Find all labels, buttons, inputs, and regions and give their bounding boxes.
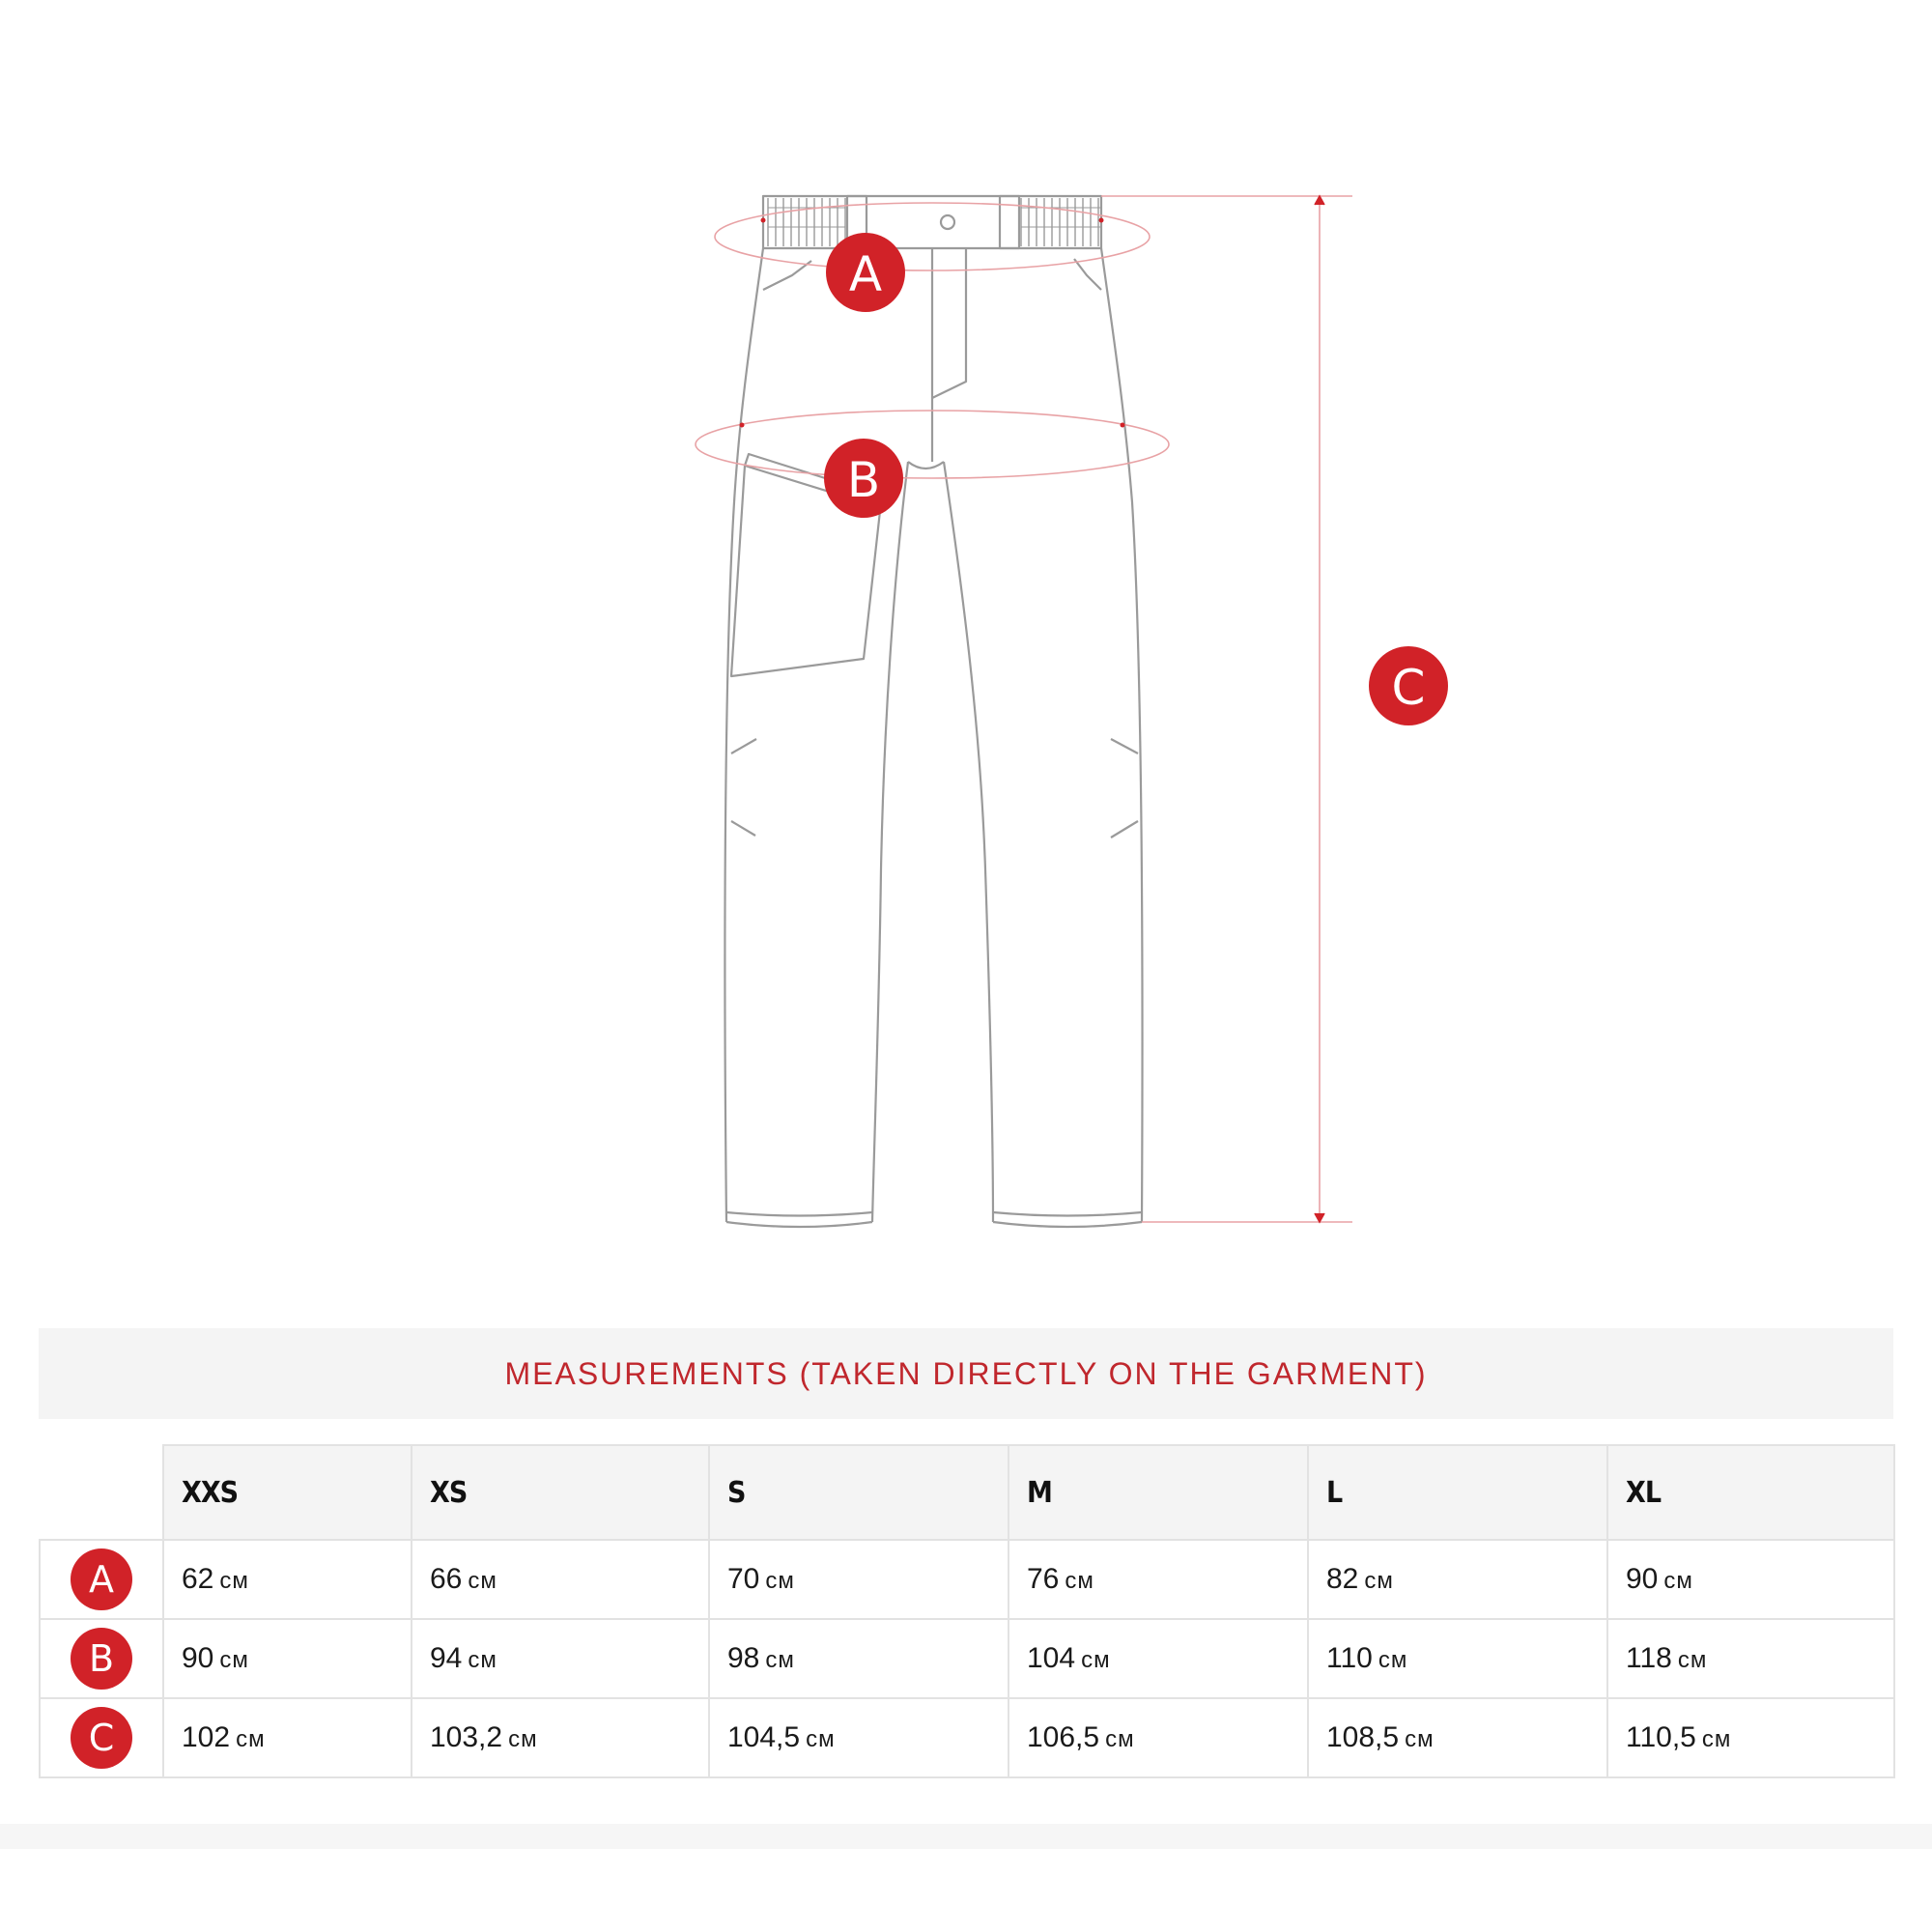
measurement-cell <box>163 1698 412 1777</box>
table-row <box>40 1619 1894 1698</box>
measurement-unit: см <box>765 1647 795 1673</box>
measurement-unit: см <box>468 1568 497 1594</box>
measurement-unit: см <box>1677 1647 1708 1673</box>
measurements-heading-text: MEASUREMENTS (TAKEN DIRECTLY ON THE GARMENT) <box>504 1355 1428 1391</box>
row-label-cell <box>40 1619 163 1698</box>
size-header-row <box>40 1445 1894 1540</box>
measurement-unit: см <box>508 1726 538 1752</box>
marker-c-letter: C <box>1391 660 1426 716</box>
measurement-unit: см <box>219 1568 249 1594</box>
measurement-unit: см <box>1378 1647 1408 1673</box>
measurement-cell <box>163 1540 412 1619</box>
measurement-value: 104 <box>1027 1642 1076 1674</box>
corner-cell <box>40 1445 163 1540</box>
measurement-cell <box>412 1698 709 1777</box>
measurement-value: 66 <box>430 1563 463 1595</box>
row-label-cell <box>40 1540 163 1619</box>
measurement-value: 94 <box>430 1642 463 1674</box>
measurement-unit: см <box>1405 1726 1435 1752</box>
measurement-cell <box>1607 1540 1894 1619</box>
measurement-cell <box>1308 1619 1607 1698</box>
bottom-strip <box>0 1824 1932 1849</box>
measurements-heading <box>39 1328 1893 1419</box>
size-header-s: S <box>709 1445 1009 1540</box>
measurement-unit: см <box>219 1647 249 1673</box>
measurement-guides <box>696 196 1352 1222</box>
size-header-m: M <box>1009 1445 1308 1540</box>
measurement-unit: см <box>236 1726 266 1752</box>
marker-c <box>1369 646 1448 725</box>
measurement-cell <box>1009 1698 1308 1777</box>
measurement-value: 102 <box>182 1721 231 1753</box>
measurement-cell <box>1009 1540 1308 1619</box>
measurement-value: 98 <box>727 1642 760 1674</box>
measurement-value: 90 <box>1626 1563 1659 1595</box>
table-row <box>40 1698 1894 1777</box>
measurement-unit: см <box>1364 1568 1394 1594</box>
size-header-xl: XL <box>1607 1445 1894 1540</box>
measurement-value: 118 <box>1626 1642 1672 1674</box>
measurement-value: 62 <box>182 1563 214 1595</box>
measurement-unit: см <box>1701 1726 1732 1752</box>
measurement-value: 106,5 <box>1027 1721 1100 1753</box>
measurement-value: 76 <box>1027 1563 1060 1595</box>
measurement-cell <box>709 1540 1009 1619</box>
measurement-unit: см <box>1105 1726 1135 1752</box>
measurement-value: 110,5 <box>1626 1721 1696 1753</box>
table-row <box>40 1540 1894 1619</box>
marker-b-letter: B <box>846 452 881 508</box>
row-badge-c: C <box>71 1707 132 1769</box>
measurement-unit: см <box>468 1647 497 1673</box>
measurement-unit: см <box>765 1568 795 1594</box>
row-label-cell <box>40 1698 163 1777</box>
marker-a-letter: A <box>848 246 883 302</box>
measurement-value: 104,5 <box>727 1721 801 1753</box>
marker-a <box>826 233 905 312</box>
measurement-value: 110 <box>1326 1642 1373 1674</box>
marker-b <box>824 439 903 518</box>
row-badge-b: B <box>71 1628 132 1690</box>
measurement-cell <box>163 1619 412 1698</box>
measurement-cell <box>412 1540 709 1619</box>
measurement-cell <box>1607 1698 1894 1777</box>
measurement-cell <box>1308 1698 1607 1777</box>
measurement-cell <box>1009 1619 1308 1698</box>
size-header-l: L <box>1308 1445 1607 1540</box>
measurement-unit: см <box>1065 1568 1094 1594</box>
measurement-value: 103,2 <box>430 1721 503 1753</box>
measurement-value: 82 <box>1326 1563 1359 1595</box>
measurement-value: 70 <box>727 1563 760 1595</box>
measurement-value: 90 <box>182 1642 214 1674</box>
size-header-xs: XS <box>412 1445 709 1540</box>
measurement-cell <box>709 1619 1009 1698</box>
measurement-value: 108,5 <box>1326 1721 1400 1753</box>
measurement-cell <box>1607 1619 1894 1698</box>
measurement-unit: см <box>1081 1647 1111 1673</box>
measurement-unit: см <box>1663 1568 1693 1594</box>
measurement-unit: см <box>806 1726 836 1752</box>
pants-outline <box>724 196 1142 1227</box>
measurement-cell <box>709 1698 1009 1777</box>
size-header-xxs: XXS <box>163 1445 412 1540</box>
measurement-cell <box>412 1619 709 1698</box>
row-badge-a: A <box>71 1548 132 1610</box>
size-table <box>39 1444 1895 1778</box>
measurement-cell <box>1308 1540 1607 1619</box>
